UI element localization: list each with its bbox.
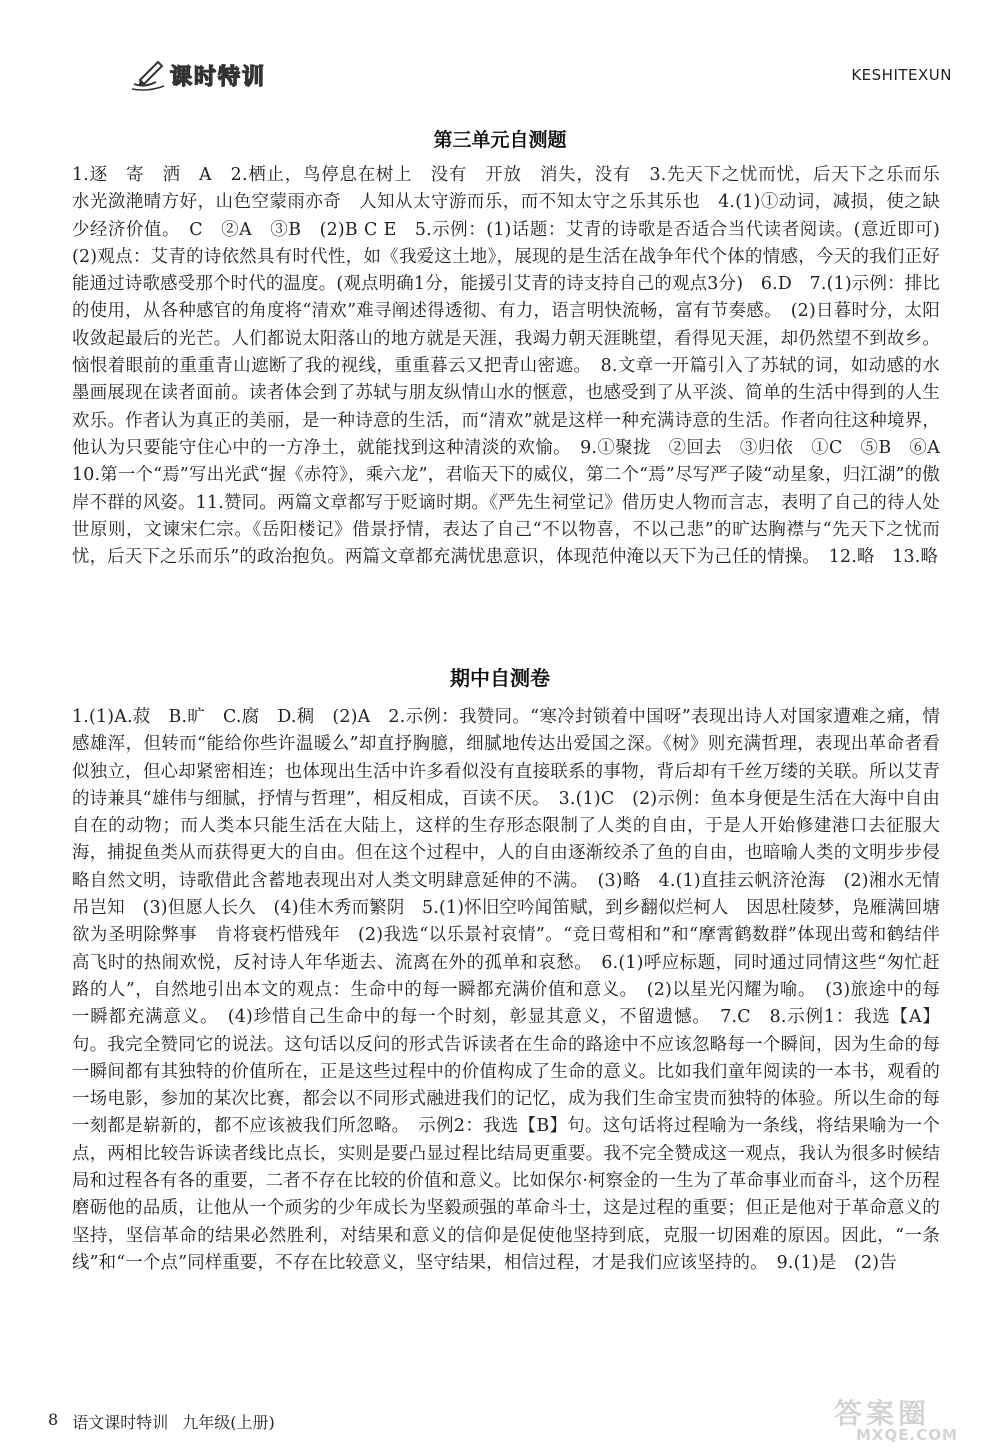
section-title-unit-three: 第三单元自测题 [433, 129, 567, 151]
watermark-subtext: MXQE.COM [856, 1426, 958, 1444]
watermark-text: 答案圈 [834, 1397, 931, 1430]
pen-writing-icon [130, 58, 168, 92]
page-footer [48, 1410, 275, 1433]
logo [130, 58, 266, 92]
page-number: 8 [48, 1410, 59, 1429]
page-header [0, 0, 1000, 110]
answer-body-unit-three: 1.逐 寄 洒 A 2.栖止，鸟停息在树上 没有 开放 消失，没有 3.先天下之忧而忧，后天下之乐而乐 水光潋滟晴方好，山色空蒙雨亦奇 人知从太守游而乐，而不知太守之乐其乐也 4.(1)①动词，减损，使之缺少经济价值。 C ②A ③B (2)B C E 5.示例：(1)话题：艾青的诗歌是否适合当代读者阅读。(意近即可)(2)观点：艾青的诗依然具有时代性，如《我爱这土地》，展现的是生活在战争年代个体的情感，今天的我们正好能通过诗歌感受那个时代的温度。(观点明确1分，能援引艾青的诗支持自己的观点3分) 6.D 7.(1)示例：排比的使用，从各种感官的角度将“清欢”难寻阐述得透彻、有力，语言明快流畅，富有节奏感。 (2)日暮时分，太阳收敛起最后的光芒。人们都说太阳落山的地方就是天涯，我竭力朝天涯眺望，看得见天涯，却仍然望不到故乡。恼恨着眼前的重重青山遮断了我的视线，重重暮云又把青山密遮。 8.文章一开篇引入了苏轼的词，如动感的水墨画展现在读者面前。读者体会到了苏轼与朋友纵情山水的惬意，也感受到了从平淡、简单的生活中得到的人生欢乐。作者认为真正的美丽，是一种诗意的生活，而“清欢”就是这样一种充满诗意的生活。作者向往这种境界，他认为只要能守住心中的一方净土，就能找到这种清淡的欢愉。 9.①聚拢 ②回去 ③归依 ①C ⑤B ⑥A 10.第一个“焉”写出光武“握《赤符》，乘六龙”，君临天下的威仪，第二个“焉”尽写严子陵“动星象，归江湖”的傲岸不群的风姿。11.赞同。两篇文章都写于贬谪时期。《严先生祠堂记》借历史人物而言志，表明了自己的待人处世原则，文谏宋仁宗。《岳阳楼记》借景抒情，表达了自己“不以物喜，不以己悲”的旷达胸襟与“先天下之忧而忧，后天下之乐而乐”的政治抱负。两篇文章都充满忧患意识，体现范仲淹以天下为己任的情操。 12.略 13.略 [72, 165, 958, 568]
logo-text: 课时特训 [170, 64, 267, 90]
brand-text: KESHITEXUN [851, 66, 952, 84]
section-title-midterm: 期中自测卷 [450, 666, 550, 690]
book-title: 语文课时特训 [72, 1413, 169, 1432]
answer-body-midterm: 1.(1)A.菽 B.旷 C.腐 D.稠 (2)A 2.示例：我赞同。“寒冷封锁着中国呀”表现出诗人对国家遭难之痛，情感雄浑，但转而“能给你些许温暖么”却直抒胸臆，细腻地传达出爱国之深。《树》则充满哲理，表现出革命者看似独立，但心却紧密相连；也体现出生活中许多看似没有直接联系的事物，背后却有千丝万缕的关联。所以艾青的诗兼具“雄伟与细腻，抒情与哲理”，相反相成，百读不厌。 3.(1)C (2)示例：鱼本身便是生活在大海中自由自在的动物；而人类本只能生活在大陆上，这样的生存形态限制了人类的自由，于是人开始修建港口去征服大海，捕捉鱼类从而获得更大的自由。但在这个过程中，人的自由逐渐绞杀了鱼的自由，也暗喻人类的文明步步侵略自然文明，诗歌借此含蓄地表现出对人类文明肆意延伸的不满。 (3)略 4.(1)直挂云帆济沧海 (2)湘水无情吊岂知 (3)但愿人长久 (4)佳木秀而繁阴 5.(1)怀旧空吟闻笛赋，到乡翻似烂柯人 因思杜陵梦，凫雁满回塘 欲为圣明除弊事 肯将衰朽惜残年 (2)我选“以乐景衬哀情”。“竞日莺相和”和“摩霄鹤数群”体现出莺和鹤结伴高飞时的热闹欢悦，反衬诗人年华逝去、流离在外的孤单和哀愁。 6.(1)呼应标题，同时通过同情这些“匆忙赶路的人”，自然地引出本文的观点：生命中的每一瞬都充满价值和意义。 (2)以星光闪耀为喻。 (3)旅途中的每一瞬都充满意义。 (4)珍惜自己生命中的每一个时刻，彰显其意义，不留遗憾。 7.C 8.示例1：我选【A】句。我完全赞同它的说法。这句话以反问的形式告诉读者在生命的路途中不应该忽略每一个瞬间，因为生命的每一瞬间都有其独特的价值所在，正是这些过程中的价值构成了生命的意义。比如我们童年阅读的一本书，观看的一场电影，参加的某次比赛，都会以不同形式融进我们的记忆，成为我们生命宝贵而独特的体验。所以生命的每一刻都是崭新的，都不应该被我们所忽略。 示例2：我选【B】句。这句话将过程喻为一条线，将结果喻为一个点，两相比较告诉读者线比点长，实则是要凸显过程比结局更重要。我不完全赞成这一观点，我认为很多时候结局和过程各有各的重要，二者不存在比较的价值和意义。比如保尔·柯察金的一生为了革命事业而奋斗，这个历程磨砺他的品质，让他从一个顽劣的少年成长为坚毅顽强的革命斗士，这是过程的重要；但正是他对于革命意义的坚持，坚信革命的结果必然胜利，对结果和意义的信仰是促使他坚持到底，克服一切困难的原因。因此，“一条线”和“一个点”同样重要，不存在比较意义，坚守结果，相信过程，才是我们应该坚持的。 9.(1)是 (2)告 [72, 707, 958, 1273]
grade-label: 九年级(上册) [182, 1413, 275, 1432]
watermark [826, 1392, 976, 1448]
